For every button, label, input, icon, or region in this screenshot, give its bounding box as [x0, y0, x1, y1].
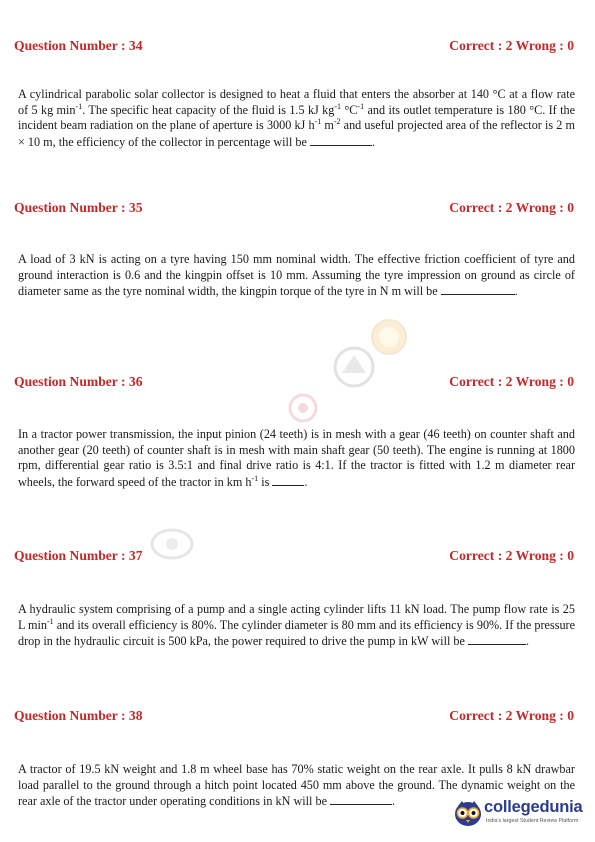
question-header	[14, 200, 574, 218]
question-score: Correct : 2 Wrong : 0	[449, 374, 574, 389]
question-score: Correct : 2 Wrong : 0	[449, 708, 574, 723]
question-text	[18, 252, 575, 300]
text-segment: m	[321, 118, 334, 133]
collegedunia-logo	[453, 796, 589, 836]
superscript: -2	[333, 117, 341, 127]
answer-blank	[330, 793, 392, 805]
question-number: Question Number : 38	[14, 708, 143, 723]
text-end: .	[525, 634, 529, 649]
question-text	[18, 602, 575, 650]
text-end: .	[392, 794, 396, 809]
question-text	[18, 87, 575, 150]
text-segment: . The specific heat capacity of the fluid is 1.5 kJ kg	[82, 102, 335, 117]
superscript: -1	[47, 616, 54, 626]
text-segment: A load of 3 kN is acting on a tyre having 150 mm nominal width. The effective friction coefficient of tyre and ground interaction is 0.6 and the kingpin offset is 10 mm. Assuming the tyre impression on ground as circle of diameter same as the tyre nominal width, the kingpin torque of the tyre in N m will be	[18, 252, 575, 299]
answer-blank	[468, 633, 526, 645]
text-segment: and its outlet temperature is 180 °C. If the incident beam radiation on the plane of aperture is 3000 kJ h	[18, 102, 576, 133]
logo-tagline: India's largest Student Review Platform	[486, 818, 579, 824]
text-segment: and its overall efficiency is 80%. The cylinder diameter is 80 mm and its efficiency is 90%. If the pressure drop in the hydraulic circuit is 500 kPa, the power required to drive the pump in kW will be	[18, 617, 576, 649]
answer-blank	[441, 283, 515, 295]
superscript: -1	[334, 101, 342, 111]
question-number: Question Number : 36	[14, 374, 143, 389]
superscript: -1	[251, 473, 259, 483]
watermark-seal-icon	[288, 393, 318, 423]
logo-text: collegedunia	[484, 798, 583, 816]
question-number: Question Number : 35	[14, 200, 143, 215]
answer-blank	[310, 134, 372, 146]
question-score: Correct : 2 Wrong : 0	[449, 548, 574, 563]
text-segment: A cylindrical parabolic solar collector is designed to heat a fluid that enters the absorber at 140 °C at a flow rate of 5 kg min	[18, 87, 575, 117]
question-header	[14, 708, 574, 726]
text-end: .	[304, 474, 308, 489]
superscript: -1	[314, 117, 322, 127]
owl-glasses-icon	[453, 798, 483, 828]
question-header	[14, 38, 574, 56]
answer-blank	[272, 474, 304, 486]
superscript: -1	[75, 101, 83, 111]
text-end: .	[371, 134, 375, 149]
text-segment: A hydraulic system comprising of a pump and a single acting cylinder lifts 11 kN load. The pump flow rate is 25 L min	[18, 602, 575, 632]
text-end: .	[514, 284, 518, 299]
question-text	[18, 427, 575, 490]
question-number: Question Number : 37	[14, 548, 143, 563]
question-header	[14, 374, 574, 392]
question-score: Correct : 2 Wrong : 0	[449, 38, 574, 53]
text-segment: °C	[341, 102, 358, 117]
question-score: Correct : 2 Wrong : 0	[449, 200, 574, 215]
question-number: Question Number : 34	[14, 38, 143, 53]
text-segment: is	[258, 474, 270, 489]
text-segment: In a tractor power transmission, the input pinion (24 teeth) is in mesh with a gear (46 teeth) on counter shaft and another gear (20 teeth) of counter shaft is in mesh with main shaft gear (50 teeth). The engine is running at 1800 rpm, differential gear ratio is 3.5:1 and final drive ratio is 4:1. If the tractor is fitted with 1.2 m diameter rear wheels, the forward speed of the tractor in km h	[18, 427, 575, 489]
text-segment: and useful projected area of the reflector is 2 m × 10 m, the efficiency of the collector in percentage will be	[18, 118, 575, 149]
text-segment: A tractor of 19.5 kN weight and 1.8 m wheel base has 70% static weight on the rear axle. It pulls 8 kN drawbar load parallel to the ground through a hitch point located 450 mm above the ground. The dynamic weight on the rear axle of the tractor under operating conditions in kN will be	[18, 762, 575, 809]
superscript: -1	[357, 101, 365, 111]
question-header	[14, 548, 574, 566]
